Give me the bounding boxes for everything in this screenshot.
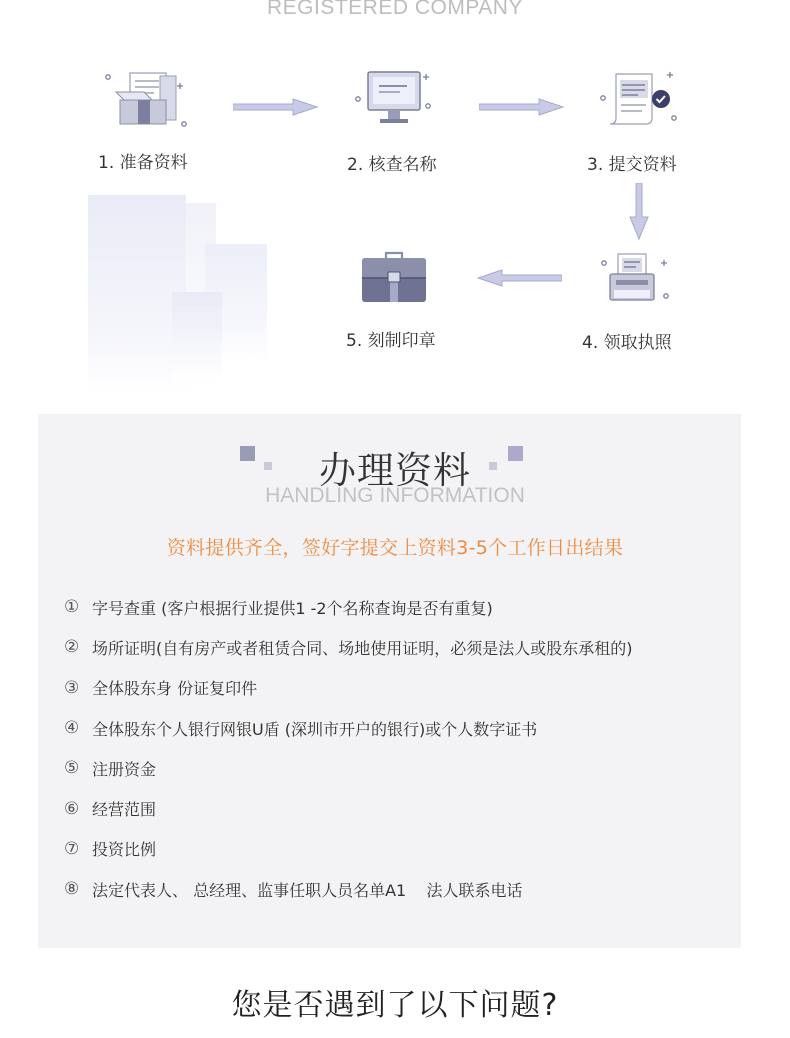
item-text: 全体股东身 份证复印件	[92, 679, 258, 699]
section-title-en: HANDLING INFORMATION	[265, 484, 525, 507]
item-number: ⑤	[64, 758, 80, 779]
list-item	[64, 748, 633, 788]
item-text: 场所证明(自有房产或者租赁合同、场地使用证明，必须是法人或股东承租的)	[92, 638, 633, 658]
list-item	[64, 788, 633, 828]
item-text: 投资比例	[92, 840, 157, 860]
question-heading: 您是否遇到了以下问题?	[231, 988, 559, 1023]
document-box-icon	[104, 70, 190, 134]
arrow-down-icon	[628, 183, 650, 245]
top-caption: REGISTERED COMPANY	[267, 0, 523, 19]
item-text: 字号查重 (客户根据行业提供1 -2个名称查询是否有重复)	[92, 598, 493, 618]
requirements-list	[64, 587, 633, 909]
item-text: 法定代表人、 总经理、监事任职人员名单A1 法人联系电话	[92, 880, 523, 900]
list-item	[64, 627, 633, 667]
item-number: ⑦	[64, 838, 80, 859]
item-text: 注册资金	[92, 759, 157, 779]
section-subtitle: 资料提供齐全，签好字提交上资料3-5个工作日出结果	[166, 537, 624, 559]
list-item	[64, 869, 633, 909]
item-number: ⑥	[64, 798, 80, 819]
step-label-2: 2. 核查名称	[347, 155, 437, 175]
arrow-right-icon	[479, 97, 565, 121]
section-title: 办理资料	[319, 449, 471, 492]
list-item	[64, 587, 633, 627]
list-item	[64, 829, 633, 869]
arrow-left-icon	[476, 268, 562, 292]
document-check-icon	[598, 70, 680, 134]
arrow-right-icon	[233, 97, 319, 121]
step-label-3: 3. 提交资料	[587, 155, 677, 175]
step-label-5: 5. 刻制印章	[346, 331, 436, 351]
license-printer-icon	[598, 250, 674, 310]
decorative-block-small	[172, 292, 222, 382]
list-item	[64, 668, 633, 708]
item-text: 经营范围	[92, 800, 157, 820]
step-label-4: 4. 领取执照	[582, 333, 672, 353]
item-number: ②	[64, 637, 80, 658]
list-item	[64, 708, 633, 748]
item-number: ①	[64, 597, 80, 618]
item-number: ③	[64, 677, 80, 698]
monitor-icon	[352, 68, 436, 134]
item-text: 全体股东个人银行网银U盾 (深圳市开户的银行)或个人数字证书	[92, 719, 538, 739]
briefcase-icon	[358, 250, 430, 310]
item-number: ⑧	[64, 879, 80, 900]
step-label-1: 1. 准备资料	[98, 153, 188, 173]
item-number: ④	[64, 718, 80, 739]
